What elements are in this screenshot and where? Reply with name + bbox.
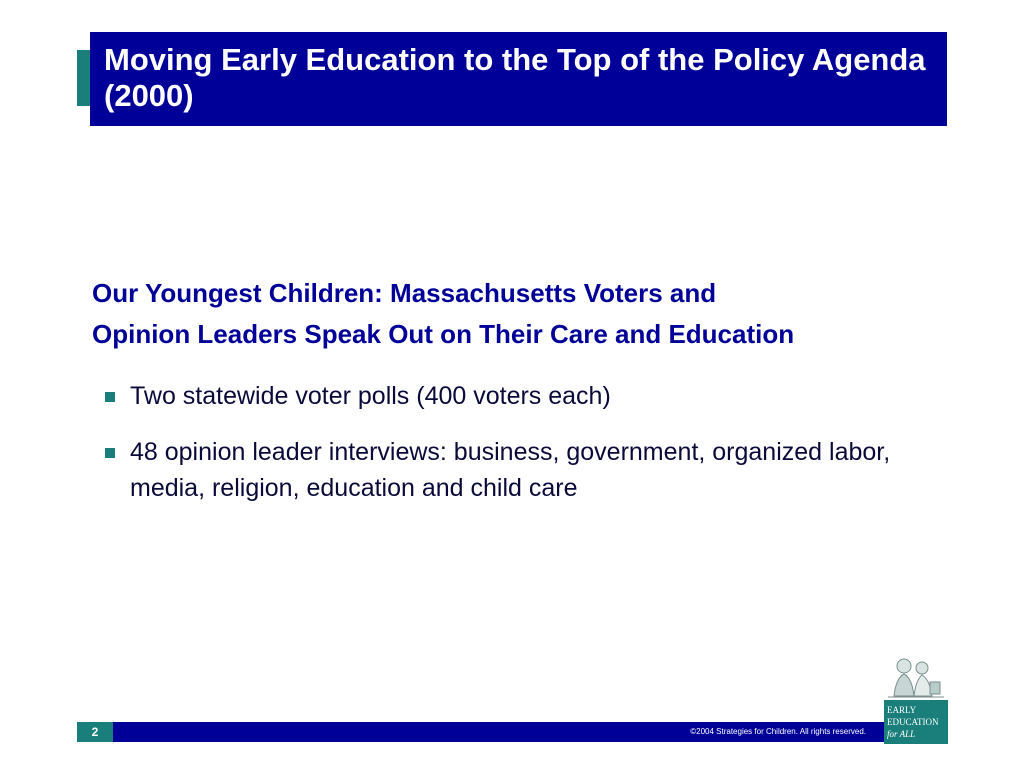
children-illustration-icon: [884, 656, 948, 700]
page-number: 2: [77, 722, 113, 742]
logo-line-1: EARLY: [887, 705, 917, 715]
bullet-text: Two statewide voter polls (400 voters each): [130, 382, 611, 410]
slide-title: Moving Early Education to the Top of the Policy Agenda (2000): [104, 42, 926, 113]
square-bullet-icon: [105, 392, 115, 402]
square-bullet-icon: [105, 448, 115, 458]
logo-wordmark: [884, 700, 948, 744]
subtitle-line-2: Opinion Leaders Speak Out on Their Care and Education: [92, 319, 795, 349]
early-education-logo: [884, 656, 948, 744]
title-accent-bar: [77, 50, 90, 106]
copyright-text: ©2004 Strategies for Children. All rights reserved.: [690, 727, 866, 736]
logo-line-3: for ALL: [887, 729, 916, 739]
bullet-text: 48 opinion leader interviews: business, government, organized labor, media, religion, education and child care: [130, 438, 891, 502]
footer-bar: [77, 722, 884, 742]
slide-subtitle: [92, 273, 972, 355]
logo-line-2: EDUCATION: [887, 717, 939, 727]
bullet-list: [102, 378, 922, 526]
title-bar: [90, 32, 947, 126]
bullet-item: [102, 434, 922, 506]
subtitle-line-1: Our Youngest Children: Massachusetts Voters and: [92, 278, 717, 308]
bullet-item: [102, 378, 922, 414]
